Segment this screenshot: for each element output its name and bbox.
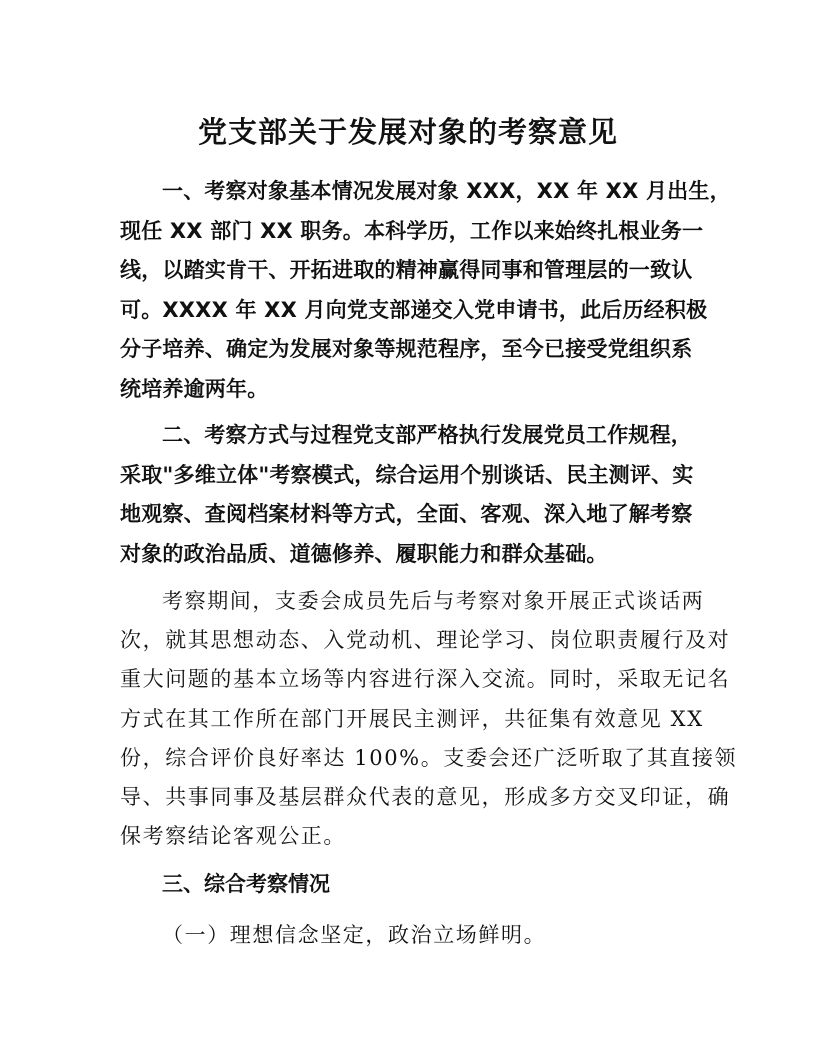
section-3-heading: 三、综合考察情况 (162, 872, 330, 896)
text-line: 统培养逾两年。 (120, 376, 269, 401)
text-line: 重大问题的基本立场等内容进行深入交流。同时，采取无记名 (120, 667, 731, 692)
text-line: 方式在其工作所在部门开展民主测评，共征集有效意见 XX (120, 706, 704, 731)
text-line: 保考察结论客观公正。 (120, 824, 346, 849)
section-1-paragraph (120, 172, 731, 409)
subsection-1-heading: （一）理想信念坚定，政治立场鲜明。 (162, 923, 547, 947)
text-line: 份，综合评价良好率达 100%。支委会还广泛听取了其直接领 (120, 745, 738, 770)
text-line: 考察期间，支委会成员先后与考察对象开展正式谈话两 (162, 589, 705, 613)
text-line: 可。XXXX 年 XX 月向党支部递交入党申请书，此后历经积极 (120, 297, 708, 322)
document-title: 党支部关于发展对象的考察意见 (197, 115, 618, 149)
text-line: 导、共事同事及基层群众代表的意见，形成多方交叉印证，确 (120, 785, 731, 810)
text-line: 次，就其思想动态、入党动机、理论学习、岗位职责履行及对 (120, 628, 731, 653)
investigation-paragraph (120, 582, 738, 856)
section-2-paragraph (120, 416, 700, 574)
text-line: 一、考察对象基本情况发展对象 XXX，XX 年 XX 月出生， (162, 179, 731, 203)
text-line: 现任 XX 部门 XX 职务。本科学历，工作以来始终扎根业务一 (120, 218, 704, 243)
text-line: 对象的政治品质、道德修养、履职能力和群众基础。 (120, 541, 608, 566)
text-line: 二、考察方式与过程党支部严格执行发展党员工作规程， (162, 423, 692, 447)
text-line: 分子培养、确定为发展对象等规范程序，至今已接受党组织系 (120, 337, 693, 361)
text-line: 线，以踏实肯干、开拓进取的精神赢得同事和管理层的一致认 (120, 258, 693, 282)
text-line: 地观察、查阅档案材料等方式，全面、客观、深入地了解考察 (120, 502, 693, 526)
text-line: 采取"多维立体"考察模式，综合运用个别谈话、民主测评、实 (120, 462, 694, 487)
